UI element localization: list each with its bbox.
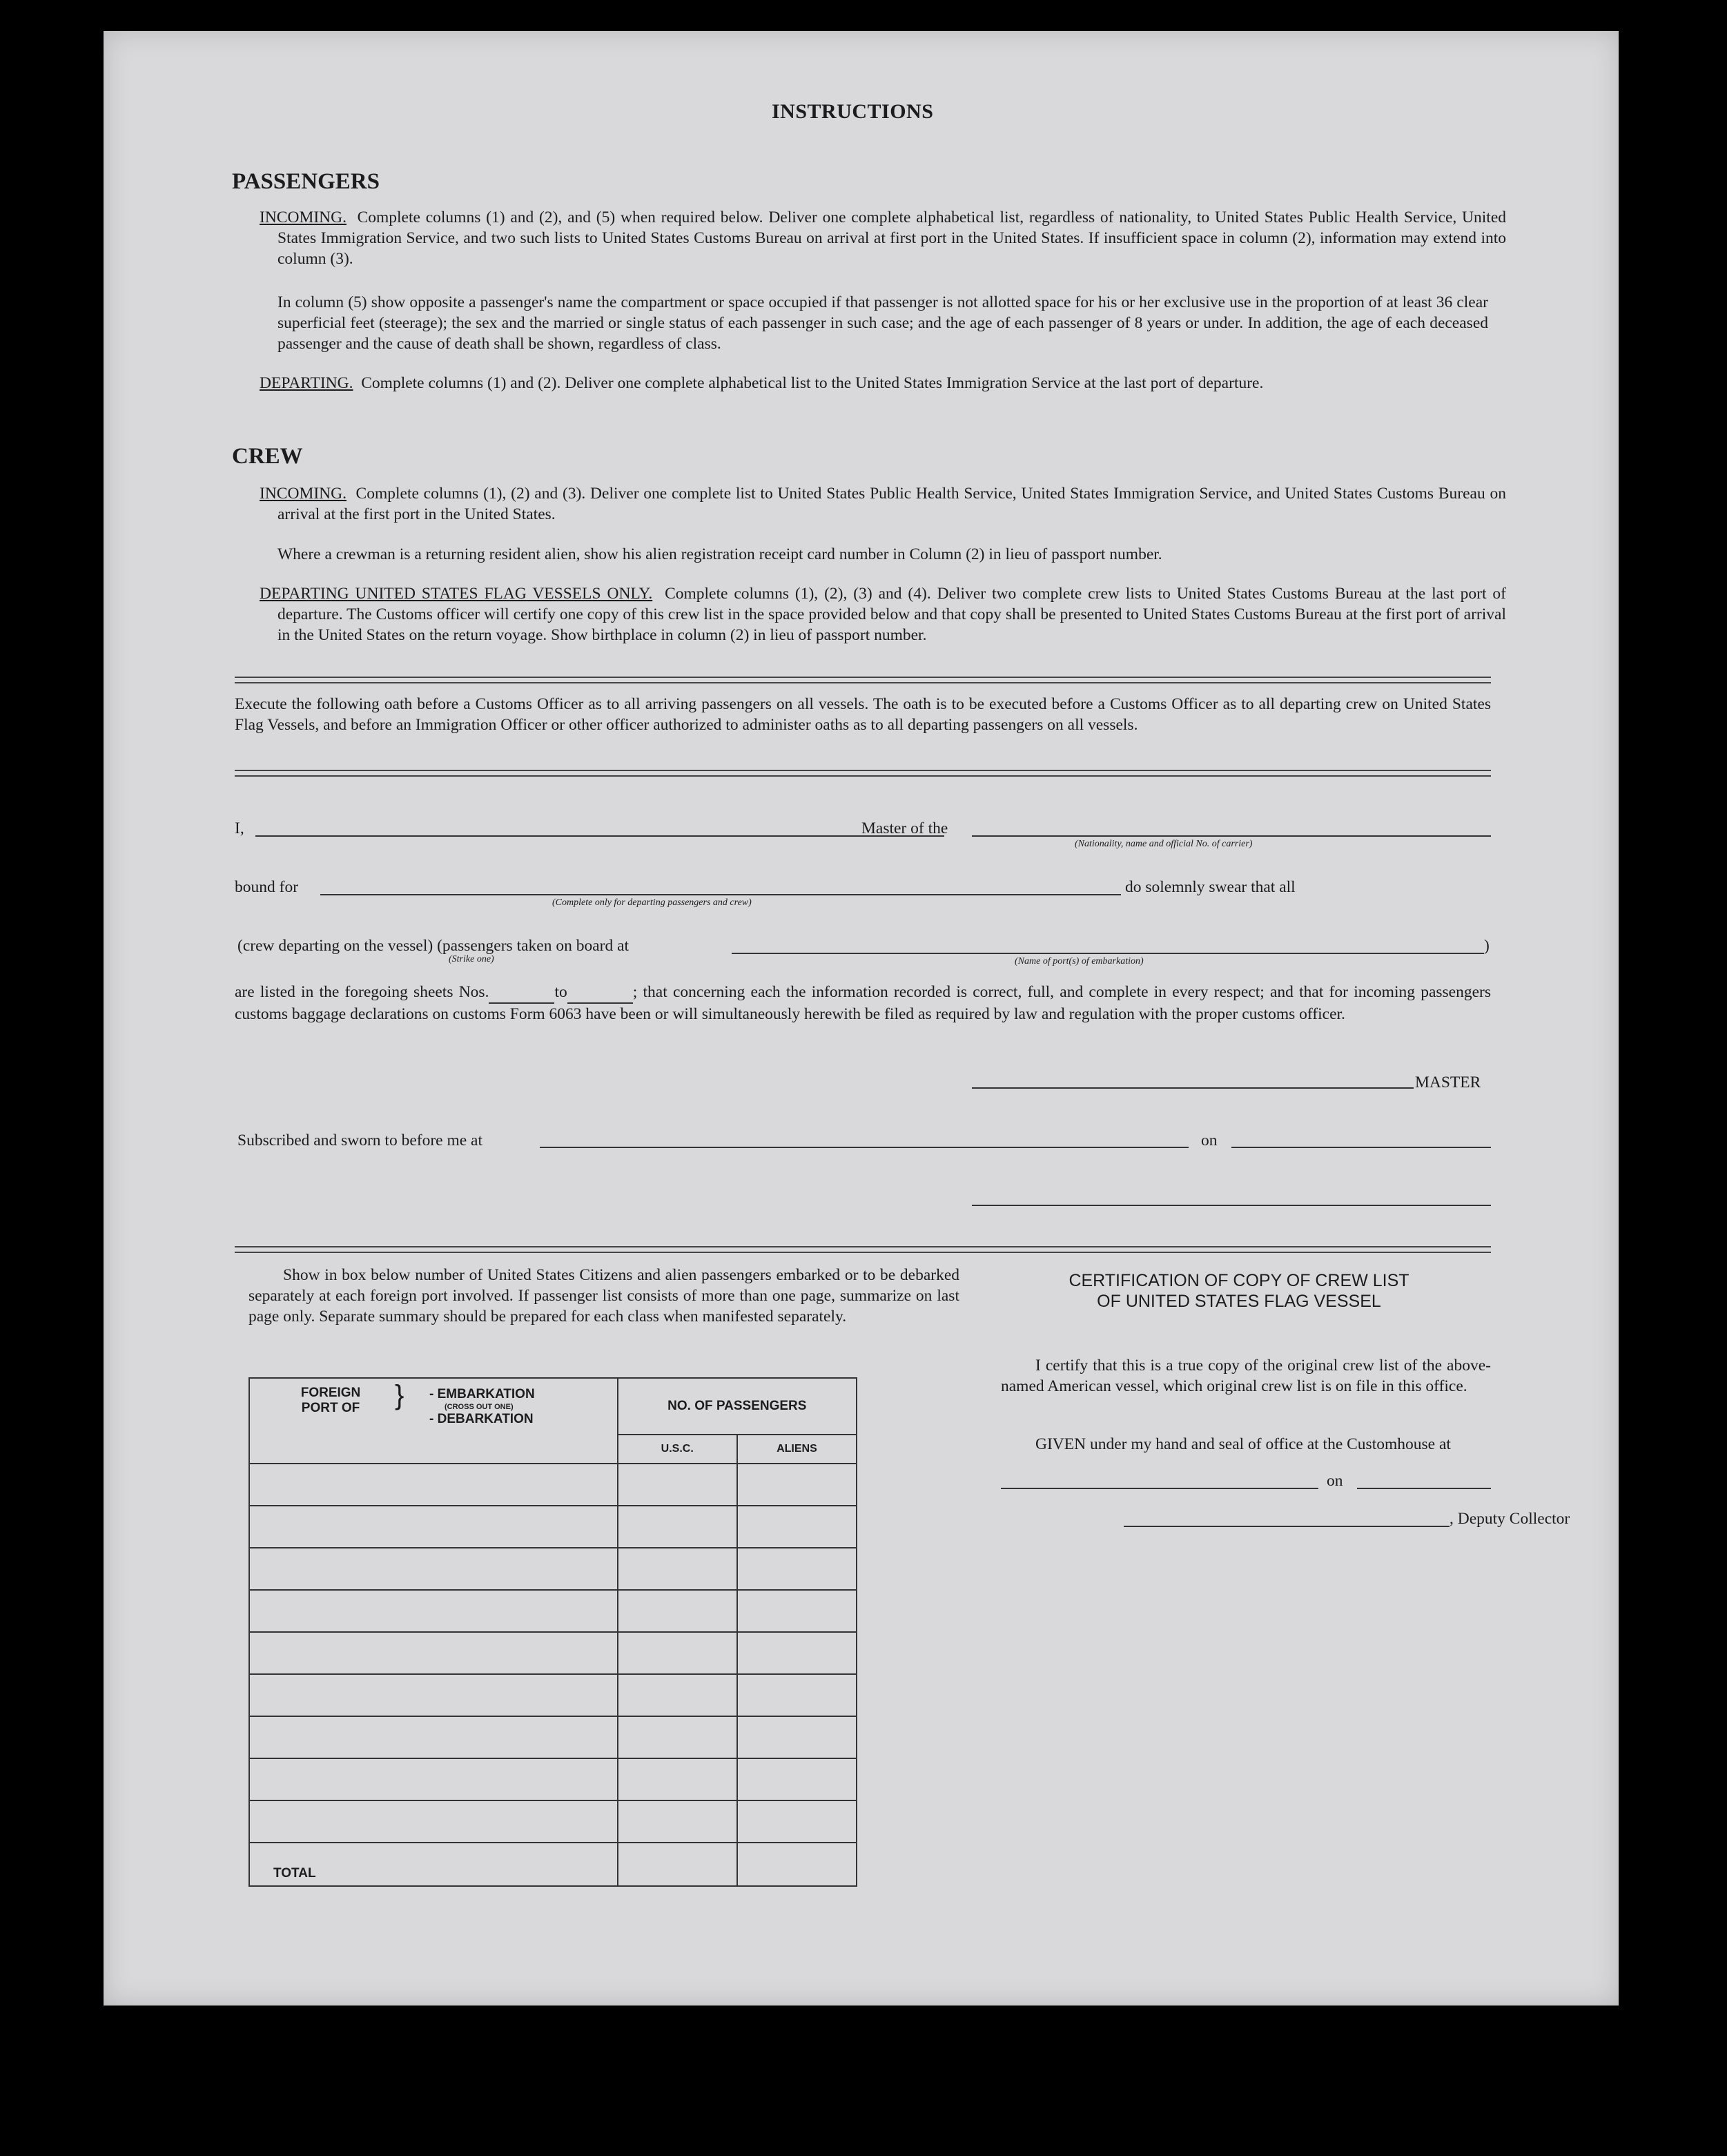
passengers-incoming: [260, 207, 1506, 269]
aliens-cell[interactable]: [737, 1506, 857, 1548]
passengers-departing-text: Complete columns (1) and (2). Deliver one complete alphabetical list to the United States Immigration Service at the last port of departure.: [361, 374, 1264, 392]
crew-resident: Where a crewman is a returning resident alien, show his alien registration receipt card number in Column (2) in lieu of passport number.: [277, 545, 1162, 563]
port-header-cell: [249, 1378, 618, 1464]
master-signature-line[interactable]: [972, 1087, 1414, 1089]
usc-cell[interactable]: [618, 1506, 737, 1548]
port-line[interactable]: [732, 953, 1484, 954]
foreign-port-of: FOREIGN PORT OF: [300, 1386, 361, 1415]
usc-cell[interactable]: [618, 1758, 737, 1800]
divider: [235, 770, 1491, 777]
passengers-incoming-text: Complete columns (1) and (2), and (5) when required below. Deliver one complete alphabetical list, regardless of nationality, to United States Public Health Service, United States Immigration Service, and two such lists to United States Customs Bureau on arrival at first port in the United States. If insufficient space in column (2), information may extend into column (3).: [277, 208, 1507, 268]
subscribed-on: on: [1201, 1132, 1218, 1149]
oath-i: I,: [235, 819, 244, 837]
oath-bound-for: bound for: [235, 878, 299, 896]
embarkation-label: - EMBARKATION: [429, 1387, 535, 1401]
port-cell[interactable]: [249, 1590, 618, 1632]
port-cell[interactable]: [249, 1674, 618, 1716]
crew-incoming-label: INCOMING.: [260, 485, 347, 503]
crew-incoming: [260, 483, 1506, 525]
listed-b: ; that concerning each the information recorded is correct, full, and complete in every respect; and that for incoming passengers customs baggage declarations on customs Form 6063 have been or will simultaneously herewith be filed as required by law and regulation with the proper customs officer.: [235, 983, 1491, 1023]
oath-listed: [235, 982, 1491, 1024]
aliens-total-cell[interactable]: [737, 1843, 857, 1886]
port-cell[interactable]: [249, 1548, 618, 1590]
listed-to: to: [554, 983, 567, 1001]
carrier-line[interactable]: [972, 835, 1491, 837]
certification-title-line1: CERTIFICATION OF COPY OF CREW LIST: [1069, 1271, 1409, 1290]
master-label: MASTER: [1415, 1074, 1481, 1091]
crew-departing-text: Complete columns (1), (2), (3) and (4). Deliver two complete crew lists to United States Customs Bureau at the last port of departure. The Customs officer will certify one copy of this crew list in the space provided below and that copy shall be presented to United States Customs Bureau at the first port of arrival in the United States on the return voyage. Show birthplace in column (2) in lieu of passport number.: [277, 585, 1506, 644]
usc-total-cell[interactable]: [618, 1843, 737, 1886]
certification-date-line[interactable]: [1357, 1488, 1491, 1489]
aliens-header: ALIENS: [737, 1435, 857, 1464]
crew-departing-label: DEPARTING UNITED STATES FLAG VESSELS ONLY.: [260, 585, 653, 603]
deputy-signature-line[interactable]: [1124, 1526, 1450, 1527]
aliens-cell[interactable]: [737, 1716, 857, 1758]
port-cell[interactable]: [249, 1464, 618, 1506]
total-label: TOTAL: [249, 1843, 618, 1886]
oath-master-of: Master of the: [861, 819, 948, 837]
usc-cell[interactable]: [618, 1464, 737, 1506]
divider: [235, 677, 1491, 683]
listed-a: are listed in the foregoing sheets Nos.: [235, 983, 489, 1001]
subscribed-date-line[interactable]: [1231, 1147, 1491, 1148]
oath-crew-departing: (crew departing on the vessel) (passengers taken on board at: [237, 937, 630, 955]
usc-cell[interactable]: [618, 1632, 737, 1674]
port-cell[interactable]: [249, 1632, 618, 1674]
debarkation-label: - DEBARKATION: [429, 1412, 534, 1426]
aliens-cell[interactable]: [737, 1800, 857, 1843]
oath-intro: Execute the following oath before a Customs Officer as to all arriving passengers on all vessels. The oath is to be executed before a Customs Officer as to all departing crew on United States Flag Vessels, and before an Immigration Officer or other officer authorized to administer oaths as to all departing passengers on all vessels.: [235, 695, 1491, 734]
page-title: INSTRUCTIONS: [772, 100, 934, 123]
usc-cell[interactable]: [618, 1590, 737, 1632]
passengers-incoming-label: INCOMING.: [260, 208, 347, 226]
summary-text: Show in box below number of United States Citizens and alien passengers embarked or to be debarked separately at each foreign port involved. If passenger list consists of more than one page, summarize on last page only. Separate summary should be prepared for each class when manifested separately.: [248, 1266, 959, 1325]
port-cell[interactable]: [249, 1506, 618, 1548]
aliens-cell[interactable]: [737, 1464, 857, 1506]
passenger-summary-table: [248, 1377, 857, 1887]
given-text: GIVEN under my hand and seal of office at the Customhouse at: [1035, 1435, 1451, 1453]
sheet-from-line[interactable]: [489, 982, 554, 1004]
aliens-cell[interactable]: [737, 1548, 857, 1590]
certify-text: I certify that this is a true copy of the original crew list of the above-named American vessel, which original crew list is on file in this office.: [1001, 1357, 1491, 1395]
bound-hint: (Complete only for departing passengers and crew): [552, 897, 752, 908]
port-cell[interactable]: [249, 1800, 618, 1843]
usc-cell[interactable]: [618, 1548, 737, 1590]
port-cell[interactable]: [249, 1758, 618, 1800]
crew-incoming-text: Complete columns (1), (2) and (3). Deliver one complete list to United States Public Health Service, United States Immigration Service, and United States Customs Bureau on arrival at the first port in the United States.: [277, 485, 1506, 523]
passengers-departing: [260, 373, 1506, 394]
strike-one-hint: (Strike one): [449, 954, 494, 964]
certification-on: on: [1327, 1472, 1343, 1490]
aliens-cell[interactable]: [737, 1590, 857, 1632]
no-passengers-header: NO. OF PASSENGERS: [618, 1378, 857, 1435]
port-cell[interactable]: [249, 1716, 618, 1758]
certification-title-line2: OF UNITED STATES FLAG VESSEL: [1097, 1292, 1381, 1311]
aliens-cell[interactable]: [737, 1632, 857, 1674]
oath-swear: do solemnly swear that all: [1125, 878, 1296, 896]
nationality-hint: (Nationality, name and official No. of carrier): [1075, 839, 1253, 849]
crew-departing: [260, 583, 1506, 645]
oath-subscribed: Subscribed and sworn to before me at: [237, 1132, 483, 1149]
sheet-to-line[interactable]: [567, 982, 633, 1004]
aliens-cell[interactable]: [737, 1758, 857, 1800]
subscribed-place-line[interactable]: [540, 1147, 1189, 1148]
passengers-column5: In column (5) show opposite a passenger's name the compartment or space occupied if that passenger is not allotted space for his or her exclusive use in the proportion of at least 36 clear superficial feet (steerage); the sex and the married or single status of each passenger in such case; and the age of each passenger of 8 years or under. In addition, the age of each deceased passenger and the cause of death shall be shown, regardless of class.: [277, 293, 1488, 353]
master-name-line[interactable]: [255, 835, 944, 837]
certification-title: [987, 1270, 1491, 1312]
aliens-cell[interactable]: [737, 1674, 857, 1716]
close-paren: ): [1484, 937, 1490, 955]
customhouse-place-line[interactable]: [1001, 1488, 1318, 1489]
document-page: [104, 31, 1619, 2006]
cross-out-label: (CROSS OUT ONE): [445, 1403, 514, 1411]
usc-cell[interactable]: [618, 1800, 737, 1843]
passengers-departing-label: DEPARTING.: [260, 374, 353, 392]
divider: [235, 1246, 1491, 1253]
passengers-heading: PASSENGERS: [232, 169, 380, 194]
crew-heading: CREW: [232, 444, 303, 469]
usc-cell[interactable]: [618, 1674, 737, 1716]
brace: }: [395, 1380, 404, 1410]
usc-header: U.S.C.: [618, 1435, 737, 1464]
port-hint: (Name of port(s) of embarkation): [1015, 956, 1144, 967]
bound-for-line[interactable]: [320, 894, 1121, 895]
deputy-collector-label: , Deputy Collector: [1450, 1510, 1570, 1528]
officer-signature-line[interactable]: [972, 1205, 1491, 1206]
usc-cell[interactable]: [618, 1716, 737, 1758]
